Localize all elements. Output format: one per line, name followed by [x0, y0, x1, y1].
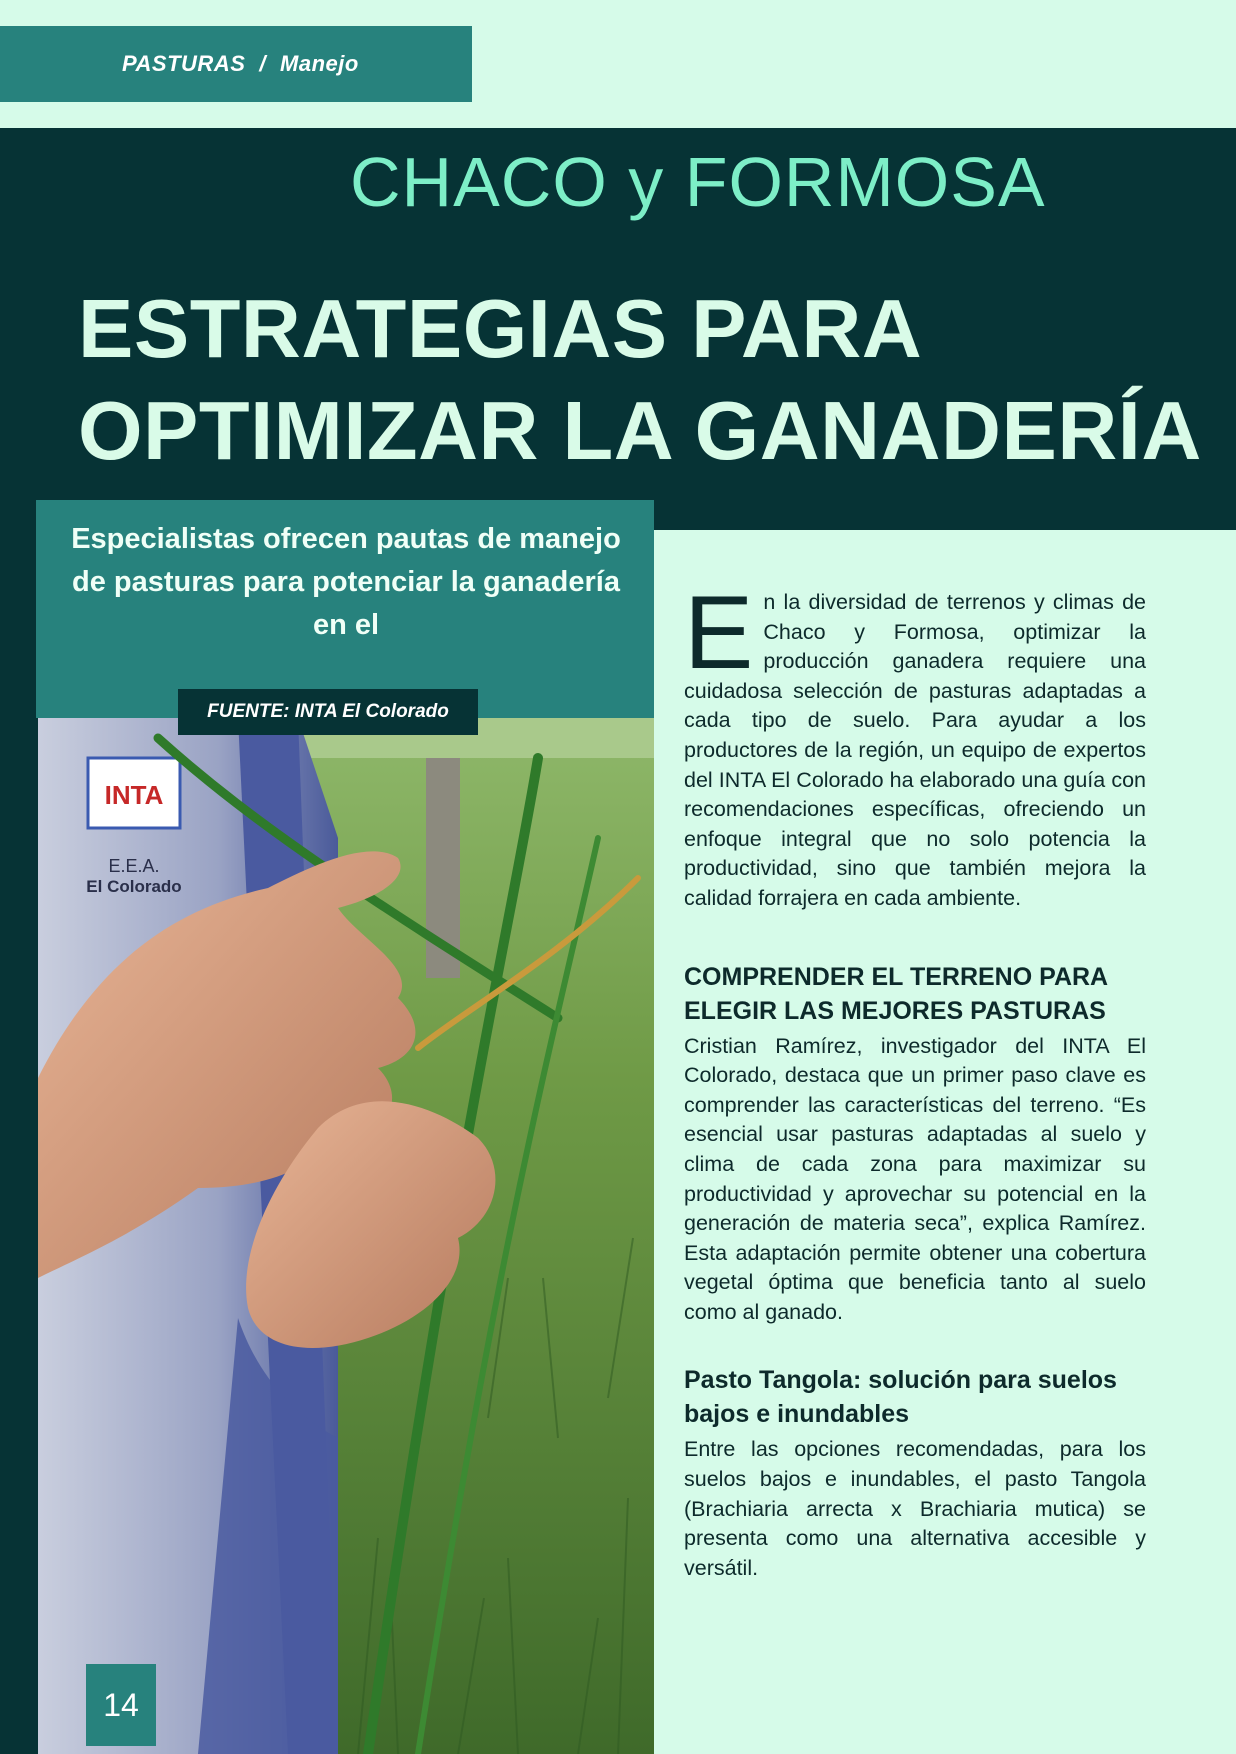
headline-line-2: OPTIMIZAR LA GANADERÍA	[78, 384, 1202, 477]
source-credit: FUENTE: INTA El Colorado	[178, 689, 478, 735]
badge-line-3: El Colorado	[86, 877, 182, 896]
left-accent-strip	[0, 530, 38, 1754]
headline-line-1: ESTRATEGIAS PARA	[78, 282, 923, 375]
intro-paragraph	[684, 575, 1146, 914]
section-tag	[0, 26, 472, 102]
badge-line-2: E.E.A.	[108, 856, 160, 876]
section-breadcrumb	[122, 51, 359, 77]
page-number: 14	[86, 1664, 156, 1746]
subtitle-box	[36, 500, 654, 718]
section-separator: /	[259, 51, 267, 76]
paragraph-1: Cristian Ramírez, investigador del INTA El Colorado, destaca que un primer paso clave es comprender las características del terreno. “Es esencial usar pasturas adaptadas al suelo y clima de cada zona para maximizar su productividad y aprovechar su potencial en la generación de materia seca”, explica Ramírez. Esta adaptación permite obtener una cobertura vegetal óptima que beneficia tanto al suelo como al ganado.	[684, 1033, 1146, 1324]
hero-banner	[0, 128, 1236, 530]
intro-text: n la diversidad de terrenos y climas de Chaco y Formosa, optimizar la producción ganadera requiere una cuidadosa selección de pasturas adaptadas a cada tipo de suelo. Para ayudar a los productores de la región, un equipo de expertos del INTA El Colorado ha elaborado una guía con recomendaciones específicas, ofreciendo un enfoque integral que no solo potencia la productividad, sino que también mejora la calidad forrajera en cada ambiente.	[684, 590, 1146, 910]
article-subtitle: Especialistas ofrecen pautas de manejo de pasturas para potenciar la ganadería en el	[71, 523, 621, 641]
paragraph-2: Entre las opciones recomendadas, para los suelos bajos e inundables, el pasto Tangola (Brachiaria arrecta x Brachiaria mutica) se presenta como una alternativa accesible y versátil.	[684, 1437, 1146, 1580]
section-subcategory: Manejo	[280, 51, 359, 76]
region-title: CHACO y FORMOSA	[350, 143, 1046, 221]
section-heading-1: COMPRENDER EL TERRENO PARA ELEGIR LAS MEJORES PASTURAS	[684, 962, 1108, 1025]
section-category: PASTURAS	[122, 51, 246, 76]
headline	[78, 278, 1218, 482]
article-photo	[38, 718, 654, 1754]
badge-line-1: INTA	[104, 780, 164, 810]
drop-cap: E	[684, 575, 754, 691]
section-heading-2: Pasto Tangola: solución para suelos bajos e inundables	[684, 1366, 1117, 1429]
article-body	[684, 575, 1146, 1583]
